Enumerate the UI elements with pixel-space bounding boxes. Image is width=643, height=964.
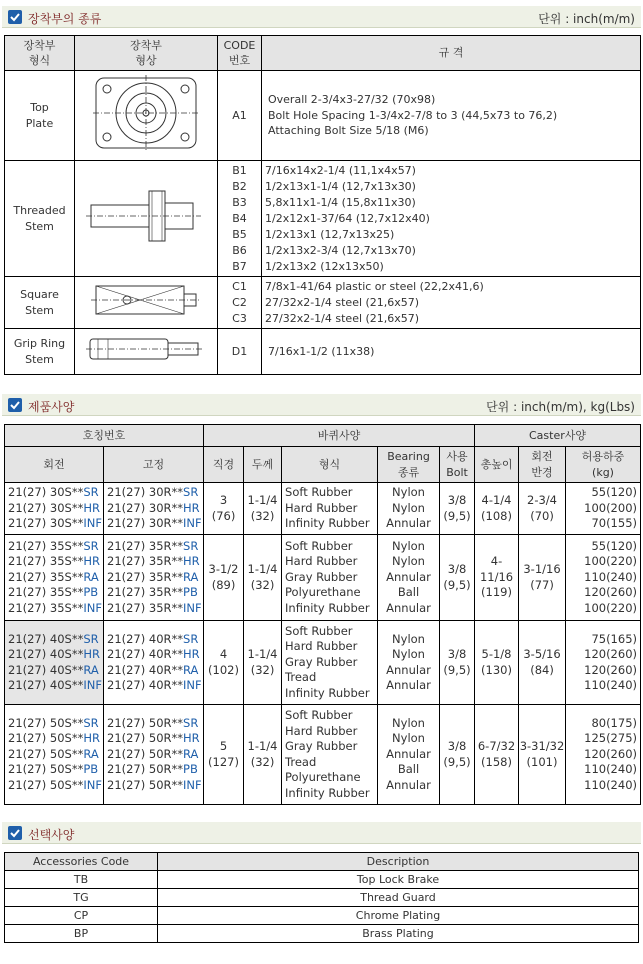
model-prefix: 21(27) 30R** — [107, 500, 184, 515]
wheel-width: 1-1/4 (32) — [244, 705, 282, 805]
model-prefix: 21(27) 35R** — [107, 538, 184, 553]
model-prefix: 21(27) 40R** — [107, 662, 184, 677]
swivel-radius: 2-3/4 (70) — [519, 483, 566, 535]
table-row — [5, 483, 641, 535]
header-diameter: 직경 — [204, 447, 244, 483]
header-spec: 규 격 — [262, 36, 641, 71]
model-number — [107, 762, 203, 778]
wheel-diameter: 3-1/2 (89) — [204, 535, 244, 621]
model-number — [107, 632, 203, 648]
accessory-description: Chrome Plating — [158, 907, 639, 925]
model-prefix: 21(27) 30R** — [107, 485, 184, 500]
model-suffix: PB — [183, 762, 198, 777]
wheel-type-list: Soft Rubber Hard Rubber Gray Rubber Polyurethane Infinity Rubber — [282, 535, 378, 621]
bolt-size: 3/8 (9,5) — [440, 483, 475, 535]
section-header-mount-types — [2, 6, 641, 28]
model-suffix: SR — [83, 538, 99, 553]
load-capacity-list: 75(165) 120(260) 120(260) 110(240) — [566, 621, 641, 705]
section-header-product-specs — [2, 394, 641, 416]
fixed-model-list — [104, 621, 204, 705]
section-title: 선택사양 — [28, 828, 75, 842]
bolt-size: 3/8 (9,5) — [440, 621, 475, 705]
table-row — [5, 621, 641, 705]
model-number — [8, 601, 103, 617]
model-prefix: 21(27) 35S** — [8, 554, 84, 569]
model-suffix: HR — [183, 731, 200, 746]
wheel-width: 1-1/4 (32) — [244, 483, 282, 535]
swivel-model-list — [5, 705, 104, 805]
header-accessory-code: Accessories Code — [5, 853, 158, 871]
wheel-width: 1-1/4 (32) — [244, 621, 282, 705]
model-prefix: 21(27) 50R** — [107, 715, 184, 730]
model-prefix: 21(27) 50R** — [107, 762, 184, 777]
model-number — [107, 731, 203, 747]
wheel-type-list: Soft Rubber Hard Rubber Gray Rubber Tread Infinity Rubber — [282, 621, 378, 705]
table-row — [5, 535, 641, 621]
header-description: Description — [158, 853, 639, 871]
spec-list: 7/16x1-1/2 (11x38) — [262, 329, 641, 375]
model-prefix: 21(27) 30S** — [8, 485, 84, 500]
model-number — [8, 539, 103, 555]
model-number — [8, 570, 103, 586]
model-prefix: 21(27) 50R** — [107, 731, 184, 746]
model-prefix: 21(27) 50R** — [107, 777, 184, 792]
spec-list: 7/8x1-41/64 plastic or steel (22,2x41,6) 27/32x2-1/4 steel (21,6x57) 27/32x2-1/4 steel (21,6x57) — [262, 277, 641, 329]
model-suffix: RA — [183, 569, 199, 584]
model-suffix: INF — [83, 678, 102, 692]
model-suffix: INF — [183, 516, 202, 531]
model-prefix: 21(27) 40S** — [8, 647, 84, 661]
model-suffix: HR — [83, 500, 100, 515]
model-suffix: SR — [83, 631, 99, 646]
header-width: 두께 — [244, 447, 282, 483]
bolt-size: 3/8 (9,5) — [440, 535, 475, 621]
header-type: 형식 — [282, 447, 378, 483]
model-number — [8, 485, 103, 501]
model-suffix: INF — [183, 600, 202, 615]
model-number — [107, 647, 203, 663]
swivel-radius: 3-1/16 (77) — [519, 535, 566, 621]
caster-height: 4-11/16 (119) — [475, 535, 519, 621]
model-prefix: 21(27) 40S** — [8, 631, 84, 646]
wheel-width: 1-1/4 (32) — [244, 535, 282, 621]
model-prefix: 21(27) 35S** — [8, 585, 84, 600]
table-row — [5, 889, 639, 907]
code-list: C1 C2 C3 — [218, 277, 262, 329]
load-capacity-list: 80(175) 125(275) 120(260) 110(240) 110(240) — [566, 705, 641, 805]
header-bolt: 사용 Bolt — [440, 447, 475, 483]
header-swivel: 회전 — [5, 447, 104, 483]
wheel-type-list: Soft Rubber Hard Rubber Gray Rubber Tread Polyurethane Infinity Rubber — [282, 705, 378, 805]
bearing-list: Nylon Nylon Annular — [378, 483, 440, 535]
checkmark-icon — [8, 826, 22, 840]
model-number — [107, 516, 203, 532]
header-bearing: Bearing 종류 — [378, 447, 440, 483]
model-suffix: SR — [83, 485, 99, 500]
model-suffix: INF — [183, 678, 202, 692]
header-mount-type: 장착부 형식 — [5, 36, 75, 71]
accessory-code: CP — [5, 907, 158, 925]
unit-label: 단위 : inch(m/m), kg(Lbs) — [486, 400, 635, 414]
model-number — [107, 716, 203, 732]
square-stem-drawing — [75, 277, 218, 329]
model-suffix: SR — [183, 631, 199, 646]
product-specs-table — [4, 424, 641, 805]
grip-ring-stem-drawing — [75, 329, 218, 375]
options-table — [4, 852, 639, 943]
model-suffix: INF — [83, 516, 102, 531]
model-prefix: 21(27) 35R** — [107, 554, 184, 569]
model-prefix: 21(27) 30R** — [107, 516, 184, 531]
caster-height: 4-1/4 (108) — [475, 483, 519, 535]
model-suffix: RA — [83, 746, 99, 761]
checkmark-icon — [8, 398, 22, 412]
model-prefix: 21(27) 40R** — [107, 678, 184, 692]
checkmark-icon — [8, 10, 22, 24]
bearing-list: Nylon Nylon Annular Ball Annular — [378, 705, 440, 805]
model-suffix: RA — [83, 662, 99, 677]
model-number — [107, 678, 203, 694]
model-prefix: 21(27) 50S** — [8, 746, 84, 761]
swivel-radius: 3-31/32 (101) — [519, 705, 566, 805]
model-number — [107, 747, 203, 763]
model-number — [8, 647, 103, 663]
model-suffix: HR — [183, 647, 200, 661]
header-mount-shape: 장착부 형상 — [75, 36, 218, 71]
model-prefix: 21(27) 35R** — [107, 569, 184, 584]
mount-type-label: Grip Ring Stem — [5, 329, 75, 375]
model-prefix: 21(27) 40S** — [8, 662, 84, 677]
model-prefix: 21(27) 40R** — [107, 631, 184, 646]
model-prefix: 21(27) 35R** — [107, 585, 184, 600]
unit-label: 단위 : inch(m/m) — [538, 12, 635, 26]
model-number — [8, 762, 103, 778]
fixed-model-list — [104, 705, 204, 805]
model-number — [107, 485, 203, 501]
model-suffix: RA — [183, 746, 199, 761]
wheel-diameter: 3 (76) — [204, 483, 244, 535]
accessory-description: Top Lock Brake — [158, 871, 639, 889]
model-number — [8, 678, 103, 694]
spec-list: 7/16x14x2-1/4 (11,1x4x57) 1/2x13x1-1/4 (12,7x13x30) 5,8x11x1-1/4 (15,8x11x30) 1/2x12x1-37/64 (12,7x12x40) 1/2x13x1 (12,7x13x25) 1/2x13x2-3/4 (12,7x13x70) 1/2x13x2 (12x13x50) — [262, 161, 641, 277]
header-model: 호칭번호 — [5, 425, 204, 447]
model-suffix: RA — [183, 662, 199, 677]
load-capacity-list: 55(120) 100(200) 70(155) — [566, 483, 641, 535]
code-list: B1 B2 B3 B4 B5 B6 B7 — [218, 161, 262, 277]
model-suffix: PB — [83, 762, 99, 777]
model-suffix: PB — [83, 585, 99, 600]
model-suffix: SR — [183, 538, 199, 553]
model-prefix: 21(27) 50S** — [8, 731, 84, 746]
model-number — [107, 663, 203, 679]
model-suffix: SR — [183, 715, 199, 730]
model-prefix: 21(27) 50R** — [107, 746, 184, 761]
model-prefix: 21(27) 35R** — [107, 600, 184, 615]
header-height: 총높이 — [475, 447, 519, 483]
model-number — [8, 585, 103, 601]
accessory-code: BP — [5, 925, 158, 943]
swivel-model-list — [5, 535, 104, 621]
header-code: CODE 번호 — [218, 36, 262, 71]
model-number — [8, 663, 103, 679]
model-prefix: 21(27) 35S** — [8, 538, 84, 553]
spec-list: Overall 2-3/4x3-27/32 (70x98) Bolt Hole Spacing 1-3/4x2-7/8 to 3 (44,5x73 to 76,2) Attaching Bolt Size 5/18 (M6) — [262, 71, 641, 161]
model-number — [8, 516, 103, 532]
caster-height: 5-1/8 (130) — [475, 621, 519, 705]
model-suffix: INF — [83, 777, 102, 792]
model-number — [8, 632, 103, 648]
section-header-options — [2, 822, 641, 844]
header-fixed: 고정 — [104, 447, 204, 483]
table-row — [5, 871, 639, 889]
accessory-description: Brass Plating — [158, 925, 639, 943]
model-prefix: 21(27) 50S** — [8, 715, 84, 730]
top-plate-drawing — [75, 71, 218, 161]
model-prefix: 21(27) 30S** — [8, 500, 84, 515]
model-number — [107, 585, 203, 601]
model-suffix: HR — [83, 731, 100, 746]
model-number — [107, 570, 203, 586]
wheel-diameter: 5 (127) — [204, 705, 244, 805]
model-prefix: 21(27) 50S** — [8, 777, 84, 792]
code-list: D1 — [218, 329, 262, 375]
model-number — [107, 601, 203, 617]
load-capacity-list: 55(120) 100(220) 110(240) 120(260) 100(220) — [566, 535, 641, 621]
wheel-diameter: 4 (102) — [204, 621, 244, 705]
table-row — [5, 925, 639, 943]
caster-height: 6-7/32 (158) — [475, 705, 519, 805]
model-number — [107, 554, 203, 570]
model-prefix: 21(27) 40S** — [8, 678, 84, 692]
model-number — [8, 554, 103, 570]
model-number — [8, 501, 103, 517]
fixed-model-list — [104, 483, 204, 535]
model-suffix: INF — [183, 777, 202, 792]
model-suffix: PB — [183, 585, 198, 600]
model-number — [8, 778, 103, 794]
model-suffix: HR — [83, 554, 100, 569]
model-prefix: 21(27) 50S** — [8, 762, 84, 777]
model-prefix: 21(27) 35S** — [8, 600, 84, 615]
threaded-stem-drawing — [75, 161, 218, 277]
model-suffix: HR — [183, 500, 200, 515]
swivel-model-list — [5, 621, 104, 705]
model-number — [107, 539, 203, 555]
header-radius: 회전 반경 — [519, 447, 566, 483]
model-number — [8, 716, 103, 732]
model-suffix: HR — [183, 554, 200, 569]
fixed-model-list — [104, 535, 204, 621]
header-load: 허용하중 (kg) — [566, 447, 641, 483]
mount-type-label: Square Stem — [5, 277, 75, 329]
table-row — [5, 907, 639, 925]
model-suffix: INF — [83, 600, 102, 615]
model-number — [107, 501, 203, 517]
model-number — [8, 747, 103, 763]
mount-types-table — [4, 35, 641, 375]
model-suffix: SR — [83, 715, 99, 730]
header-wheel: 바퀴사양 — [204, 425, 475, 447]
mount-type-label: Threaded Stem — [5, 161, 75, 277]
swivel-radius: 3-5/16 (84) — [519, 621, 566, 705]
section-title: 장착부의 종류 — [28, 12, 102, 26]
model-number — [8, 731, 103, 747]
code-list: A1 — [218, 71, 262, 161]
table-row — [5, 705, 641, 805]
accessory-code: TB — [5, 871, 158, 889]
accessory-code: TG — [5, 889, 158, 907]
header-caster: Caster사양 — [475, 425, 641, 447]
bearing-list: Nylon Nylon Annular Ball Annular — [378, 535, 440, 621]
accessory-description: Thread Guard — [158, 889, 639, 907]
model-prefix: 21(27) 30S** — [8, 516, 84, 531]
swivel-model-list — [5, 483, 104, 535]
bolt-size: 3/8 (9,5) — [440, 705, 475, 805]
model-suffix: HR — [83, 647, 100, 661]
model-suffix: SR — [183, 485, 199, 500]
mount-type-label: Top Plate — [5, 71, 75, 161]
model-prefix: 21(27) 35S** — [8, 569, 84, 584]
model-suffix: RA — [83, 569, 99, 584]
section-title: 제품사양 — [28, 400, 75, 414]
model-number — [107, 778, 203, 794]
model-prefix: 21(27) 40R** — [107, 647, 184, 661]
wheel-type-list: Soft Rubber Hard Rubber Infinity Rubber — [282, 483, 378, 535]
bearing-list: Nylon Nylon Annular Annular — [378, 621, 440, 705]
